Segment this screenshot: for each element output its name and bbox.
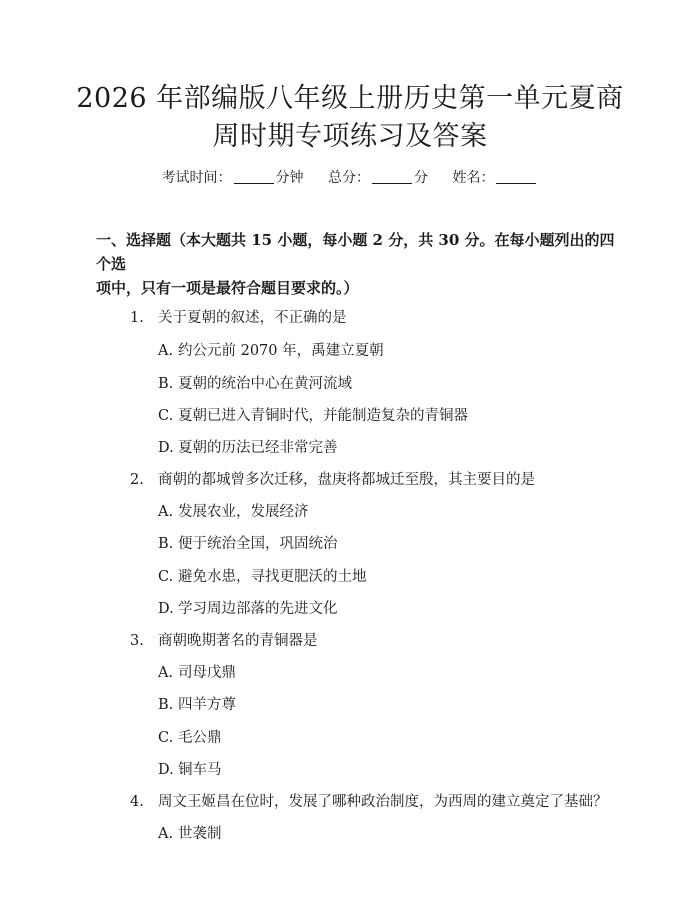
option-letter: B. — [158, 536, 174, 552]
option-text: 司母戊鼎 — [178, 665, 236, 681]
question-2-option-c — [158, 567, 367, 587]
question-1-option-c — [158, 406, 468, 426]
document-title — [0, 80, 700, 156]
question-1-option-d — [158, 438, 338, 458]
total-score-label: 总分： — [328, 170, 370, 186]
question-3-option-d — [158, 760, 222, 780]
option-text: 便于统治全国，巩固统治 — [178, 536, 338, 552]
question-number: 3. — [130, 633, 144, 649]
question-2 — [130, 470, 535, 490]
option-letter: B. — [158, 376, 174, 392]
total-score-blank — [372, 169, 412, 184]
option-text: 铜车马 — [178, 762, 222, 778]
question-1-option-a — [158, 341, 384, 361]
section-heading — [96, 228, 616, 300]
question-text: 商朝的都城曾多次迁移，盘庚将都城迁至殷，其主要目的是 — [158, 472, 535, 488]
title-line-2: 周时期专项练习及答案 — [212, 121, 488, 152]
option-letter: C. — [158, 730, 174, 746]
option-letter: D. — [158, 762, 174, 778]
option-letter: D. — [158, 440, 174, 456]
question-2-option-b — [158, 534, 338, 554]
question-4-option-a — [158, 824, 222, 844]
question-3-option-a — [158, 663, 236, 683]
option-text: 世袭制 — [178, 826, 222, 842]
question-2-option-a — [158, 502, 309, 522]
option-text: 夏朝的历法已经非常完善 — [178, 440, 338, 456]
question-1 — [130, 308, 347, 328]
student-name-label: 姓名： — [452, 170, 495, 186]
question-number: 2. — [130, 472, 144, 488]
option-letter: D. — [158, 601, 174, 617]
question-number: 4. — [130, 794, 144, 810]
option-text: 避免水患，寻找更肥沃的土地 — [178, 569, 367, 585]
question-3-option-c — [158, 728, 222, 748]
section-heading-line-1: 一、选择题（本大题共 15 小题，每小题 2 分，共 30 分。在每小题列出的四个选 — [96, 231, 615, 273]
section-heading-line-2: 项中，只有一项是最符合题目要求的。） — [96, 279, 359, 297]
option-letter: A. — [158, 343, 174, 359]
option-letter: A. — [158, 504, 174, 520]
title-line-1: 2026 年部编版八年级上册历史第一单元夏商 — [76, 83, 624, 114]
option-letter: A. — [158, 826, 174, 842]
student-name-field — [452, 170, 538, 186]
option-letter: C. — [158, 569, 174, 585]
question-number: 1. — [130, 310, 144, 326]
question-1-option-b — [158, 374, 352, 394]
total-score-unit: 分 — [414, 170, 428, 186]
option-letter: C. — [158, 408, 174, 424]
student-name-blank — [496, 169, 536, 184]
option-text: 发展农业，发展经济 — [178, 504, 309, 520]
question-2-option-d — [158, 599, 338, 619]
option-letter: B. — [158, 697, 174, 713]
exam-time-field — [162, 170, 304, 186]
question-3-option-b — [158, 695, 236, 715]
question-text: 商朝晚期著名的青铜器是 — [158, 633, 318, 649]
exam-info — [0, 168, 700, 188]
option-text: 四羊方尊 — [178, 697, 236, 713]
option-text: 学习周边部落的先进文化 — [178, 601, 338, 617]
option-letter: A. — [158, 665, 174, 681]
question-3 — [130, 631, 318, 651]
total-score-field — [328, 170, 428, 186]
exam-time-blank — [234, 169, 274, 184]
exam-time-label: 考试时间： — [161, 170, 232, 186]
exam-time-unit: 分钟 — [275, 170, 304, 186]
option-text: 毛公鼎 — [178, 730, 222, 746]
question-4 — [130, 792, 608, 812]
option-text: 夏朝的统治中心在黄河流域 — [178, 376, 352, 392]
question-text: 关于夏朝的叙述，不正确的是 — [158, 310, 347, 326]
option-text: 夏朝已进入青铜时代，并能制造复杂的青铜器 — [178, 408, 468, 424]
question-text: 周文王姬昌在位时，发展了哪种政治制度，为西周的建立奠定了基础？ — [158, 794, 608, 810]
option-text: 约公元前 2070 年，禹建立夏朝 — [178, 343, 384, 359]
